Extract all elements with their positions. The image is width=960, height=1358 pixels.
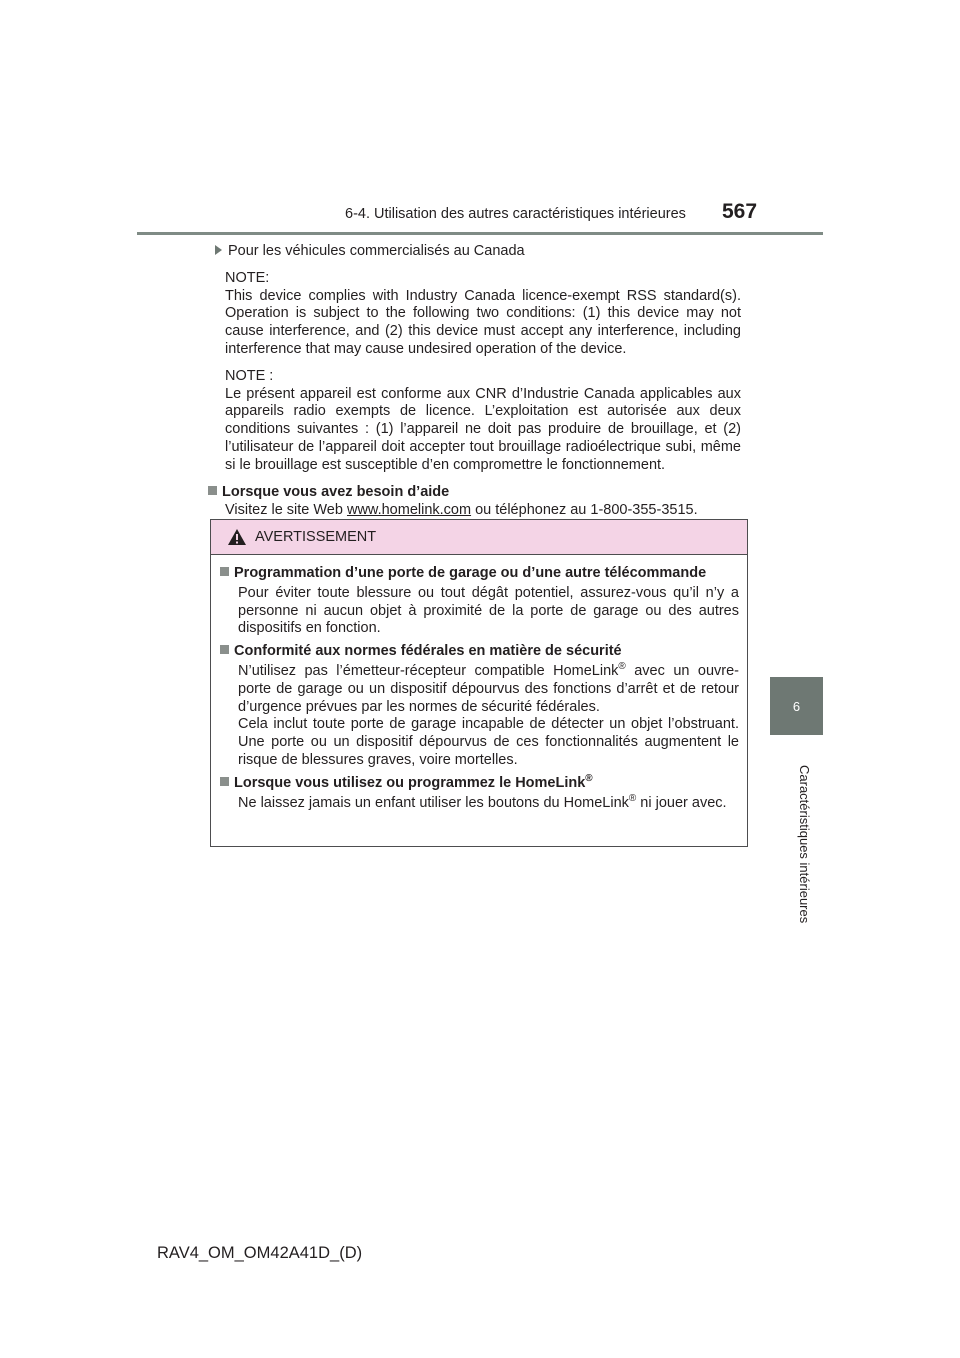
help-heading (208, 484, 741, 502)
note-english-text: This device complies with Industry Canada licence-exempt RSS standard(s). Operation is subject to the following two conditions: (1) this device may not cause interference, and (2) this device must accept any interference, including interference that may cause undesired operation of the device. (225, 287, 741, 357)
warning-body (211, 555, 747, 812)
warning-section-usage (220, 772, 739, 793)
chapter-tab[interactable] (770, 677, 823, 735)
square-bullet-icon (220, 777, 229, 786)
compliance-text-a: N’utilisez pas l’émetteur-récepteur compatible HomeLink (238, 662, 619, 679)
note-english-label: NOTE: (225, 269, 270, 286)
note-french (208, 368, 741, 475)
warning-section-compliance-text (220, 663, 739, 770)
compliance-paragraph-2: Cela inclut toute porte de garage incapable de détecter un objet l’obstruant. Une porte ou un dispositif dépourvus de ces fonctionnalités augmentent le risque de blessures graves, voire mortelles. (238, 716, 739, 768)
square-bullet-icon (220, 567, 229, 576)
warning-header (211, 520, 747, 555)
note-french-text: Le présent appareil est conforme aux CNR d’Industrie Canada applicables aux appareils radio exempts de licence. L’exploitation est autorisée aux deux conditions suivantes : (1) l’appareil ne doit pas produire de brouillage, et (2) l’utilisateur de l’appareil doit accepter tout brouillage radioélectrique subi, même si le brouillage est susceptible d’en compromettre le fonctionnement. (225, 385, 741, 473)
usage-text-b: ni jouer avec. (636, 794, 727, 811)
chapter-number: 6 (792, 698, 801, 714)
chapter-label: Caractéristiques intérieures (797, 764, 812, 923)
usage-text-a: Ne laissez jamais un enfant utiliser les boutons du HomeLink (238, 794, 629, 811)
registered-mark: ® (585, 772, 593, 784)
warning-box (210, 519, 748, 847)
page-number: 567 (722, 200, 758, 223)
registered-mark: ® (628, 792, 637, 804)
warning-section-programming (220, 565, 739, 583)
help-text-after: ou téléphonez au 1-800-355-3515. (471, 502, 698, 519)
help-heading-text: Lorsque vous avez besoin d’aide (222, 483, 450, 500)
help-text-before: Visitez le site Web (225, 502, 347, 519)
warning-triangle-icon (227, 528, 247, 546)
note-french-label: NOTE : (225, 367, 274, 384)
main-content (208, 243, 741, 529)
square-bullet-icon (220, 645, 229, 654)
warning-section-usage-text (220, 792, 739, 813)
canada-subheading (208, 243, 741, 261)
registered-mark: ® (618, 661, 626, 673)
homelink-website-link[interactable]: www.homelink.com (346, 502, 472, 519)
footer-doc-code: RAV4_OM_OM42A41D_(D) (157, 1244, 363, 1262)
warning-section-compliance-heading: Conformité aux normes fédérales en matière de sécurité (234, 643, 622, 660)
header-section-title: 6-4. Utilisation des autres caractéristiques intérieures (345, 206, 686, 222)
warning-section-compliance (220, 643, 739, 661)
warning-title: AVERTISSEMENT (255, 529, 377, 545)
warning-section-programming-text: Pour éviter toute blessure ou tout dégât potentiel, assurez-vous qu’il n’y a personne ni aucun objet à proximité de la porte de garage ou des autres dispositifs en fonction. (238, 584, 739, 637)
canada-subheading-text: Pour les véhicules commercialisés au Canada (228, 243, 525, 259)
square-bullet-icon (208, 486, 217, 495)
compliance-text-b: avec un ouvre-porte de garage ou un dispositif dépourvus des fonctions d’arrêt et de retour d’urgence prévues par les normes de sécurité fédérales. (238, 662, 740, 715)
note-english (208, 270, 741, 359)
warning-section-usage-heading: Lorsque vous utilisez ou programmez le HomeLink (234, 774, 586, 791)
header-divider (137, 232, 823, 235)
triangle-bullet-icon (215, 245, 222, 255)
warning-section-programming-heading: Programmation d’une porte de garage ou d’une autre télécommande (234, 565, 707, 581)
compliance-paragraph-1 (238, 663, 739, 716)
help-paragraph (208, 502, 741, 520)
